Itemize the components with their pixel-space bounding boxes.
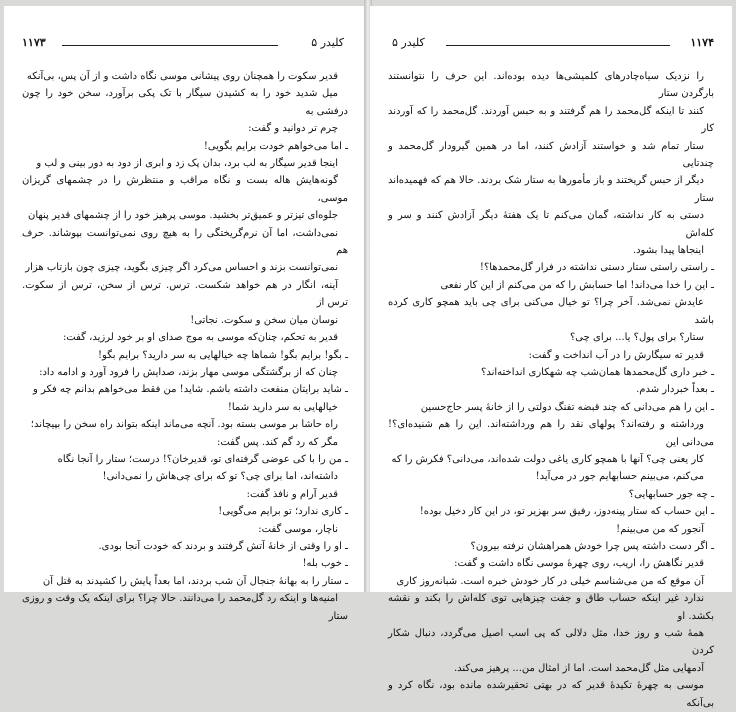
text-line: ناچار، موسی گفت: (258, 523, 338, 535)
text-line: ـ او را وقتی از خانهٔ آتش گرفتند و بردند که خودت آنجا بودی. (98, 540, 348, 552)
text-line: کار یعنی چی؟ آنها با همچو کاری یاغی دولت شده‌اند، می‌دانی؟ فکرش را که (391, 453, 704, 465)
text-line: گونه‌هایش هاله بست و نگاه مراقب و منتظرش را در چشمهای گریزان موسی، (22, 175, 348, 204)
right-header-rule (446, 45, 670, 46)
text-line: دیگر از حبس گریختند و باز مأمورها به ستار شک بردند. حالا هم که فهمیده‌اند ستار (388, 175, 714, 204)
right-running-head: کلیدر ۵ (392, 36, 425, 49)
text-line: ـ این را خدا می‌داند! اما حسابش را که من می‌کنم از این کار نفعی (440, 279, 714, 291)
text-line: را نزدیک سیاه‌چادرهای کلمیشی‌ها دیده بوده‌اند. این حرف را نتوانستند بارگردن ستار (388, 71, 714, 100)
left-header-rule (62, 45, 278, 46)
text-line: ندارد غیر اینکه حساب طاق و جفت چیزهایی توی کله‌اش را بکند و نقشه بکشد. او (388, 593, 714, 622)
text-line: قدیر ته سیگارش را در آب انداخت و گفت: (528, 349, 704, 361)
text-line: آدمهایی مثل گل‌محمد است. اما از امثال من... پرهیز می‌کند. (453, 662, 704, 674)
text-line: کنند تا اینکه گل‌محمد را هم گرفتند و به حبس آوردند. گل‌محمد را که آوردند کار (388, 105, 714, 135)
text-line: ـ من را با کی عوضی گرفته‌ای تو، قدیرخان؟! درست؛ ستار را آنجا نگاه (57, 453, 348, 465)
left-page (4, 6, 366, 622)
text-line: نمی‌داشت، اما آن نرم‌گریختگی را به هیچ روی نمی‌توانست بپوشاند. حرف هم (22, 227, 348, 257)
text-line: داشته‌اند، اما برای چی؟ تو که برای چی‌هاش را نمی‌دانی! (102, 471, 338, 483)
left-running-head: کلیدر ۵ (311, 36, 344, 49)
left-page-number: ۱۱۷۳ (22, 36, 46, 49)
text-line: ـ راستی راستی ستار دستی نداشته در فرار گل‌محمدها؟! (479, 262, 714, 274)
text-line: ـ بعداً خبردار شدم. (636, 384, 714, 396)
right-page-body (388, 68, 714, 709)
text-line: دستی به کار نداشته، گمان می‌کنم تا یک هفتهٔ دیگر آزادش کنند و سر و کله‌اش (388, 210, 714, 239)
text-line: ـ اگر دست داشته پس چرا خودش همراهشان نرفته بیرون؟ (470, 540, 714, 552)
right-page-header (388, 36, 714, 54)
text-line: ـ شاید برایتان منفعت داشته باشم. شاید! من فقط می‌خواهم بدانم چه فکر و (32, 384, 348, 396)
text-line: چرم تر دوانید و گفت: (248, 123, 338, 135)
text-line: ـ کاری ندارد؛ تو برایم می‌گویی! (218, 506, 348, 518)
right-page-number: ۱۱۷۴ (690, 36, 714, 49)
text-line: ـ بگو! برایم بگو! شماها چه خیالهایی به سر دارید؟ برایم بگو! (98, 349, 348, 361)
text-line: همهٔ شب و روز خدا، مثل دلالی که پی اسب اصیل می‌گردد، دنبال شکار کردن (388, 628, 714, 657)
text-line: ـ چه جور حسابهایی؟ (628, 488, 714, 500)
text-line: آن موقع که من می‌شناسم خیلی در کار خودش خبره است. شبانه‌روز کاری (396, 575, 704, 587)
text-line: ـ این را هم می‌دانی که چند قبضه تفنگ دولتی را از خانهٔ پسر حاج‌حسین (420, 401, 714, 413)
text-line: ستار تمام شد و خواستند آزادش کنند، اما در همین گیرودار گل‌محمد و چندتایی (388, 140, 714, 170)
text-line: ـ اما می‌خواهم خودت برایم بگویی! (203, 140, 348, 152)
text-line: میل شدید خود را به کشیدن سیگار با تک پکی برآورد، سخن خود را چون درفشی به (22, 88, 348, 117)
text-line: نوسان میان سخن و سکوت. نجاتی! (190, 314, 338, 326)
text-line: اینجا قدیر سیگار به لب برد، بدان پک زد و ابری از دود به دور بینی و لب و (36, 158, 338, 170)
text-line: راه حاشا بر موسی بسته بود. آنچه می‌ماند اینکه بتواند راه سخن را بپیچاند؛ (30, 419, 338, 431)
text-line: امنیه‌ها و اینکه رد گل‌محمد را می‌دانند. حالا چرا؟ برای اینکه یک وقت و روزی ستار (22, 593, 348, 622)
text-line: موسی به چهرهٔ تکیدهٔ قدیر که در بهتی تحقیرشده مانده بود، نگاه کرد و بی‌آنکه (388, 680, 714, 709)
text-line: ـ خوب بله! (302, 558, 348, 570)
text-line: ـ ستار را به بهانهٔ جنجال آن شب بردند، اما بعداً پایش را کشیدند به قتل آن (42, 575, 348, 587)
text-line: ـ خبر داری گل‌محمدها همان‌شب چه شهکاری انداخته‌اند؟ (481, 366, 714, 378)
text-line: می‌کنم، می‌بینم حسابهایم جور در می‌آید! (535, 471, 704, 483)
text-line: نمی‌توانست بزند و احساس می‌کرد اگر چیزی بگوید، چیزی چون بازتاب هزار (25, 262, 338, 274)
text-line: جلوه‌ای تیزتر و عمیق‌تر بخشید. موسی پرهیز خود را از چشمهای قدیر پنهان (28, 210, 338, 222)
text-line: چنان که از برگشتگی موسی مهار بزند، صدایش را فرود آورد و ادامه داد: (39, 366, 338, 378)
text-line: مگر که رد گم کند. پس گفت: (216, 436, 338, 448)
text-line: قدیر سکوت را همچنان روی پیشانی موسی نگاه داشت و از آن پس، بی‌آنکه (26, 71, 338, 82)
text-line: آنجور که من می‌بینم! (616, 523, 704, 535)
text-line: ـ این حساب که ستار پینه‌دوز، رفیق سر بهزیر تو، در این کار دخیل بوده! (419, 506, 714, 518)
text-line: اینجاها پیدا بشود. (632, 245, 704, 257)
text-line: قدیر به تحکم، چنان‌که موسی به موج صدای او بر خود لرزید، گفت: (62, 332, 338, 344)
left-page-body (22, 68, 348, 622)
text-line: ستار؟ برای پول؟ یا... برای چی؟ (570, 332, 704, 344)
text-line: قدیر آرام و نافذ گفت: (246, 488, 338, 500)
text-line: آینه، انگار در هم خواهد شکست. ترس. ترس از سخن، ترس از سکوت. ترس از (22, 279, 348, 309)
text-line: قدیر نگاهش را، اریب، روی چهرهٔ موسی نگاه داشت و گفت: (454, 558, 704, 570)
left-page-header (22, 36, 348, 54)
right-page (370, 6, 732, 709)
text-line: ورداشته و رفته‌اند؟ پولهای نقد را هم ورداشته‌اند. این را هم شنیده‌ای؟! می‌دانی این (388, 419, 714, 448)
text-line: عایدش نمی‌شد. آخر چرا؟ تو خیال می‌کنی برای چی باید همچو کاری کرده باشد (388, 297, 714, 326)
text-line: خیالهایی به سر دارید شما! (227, 401, 338, 413)
